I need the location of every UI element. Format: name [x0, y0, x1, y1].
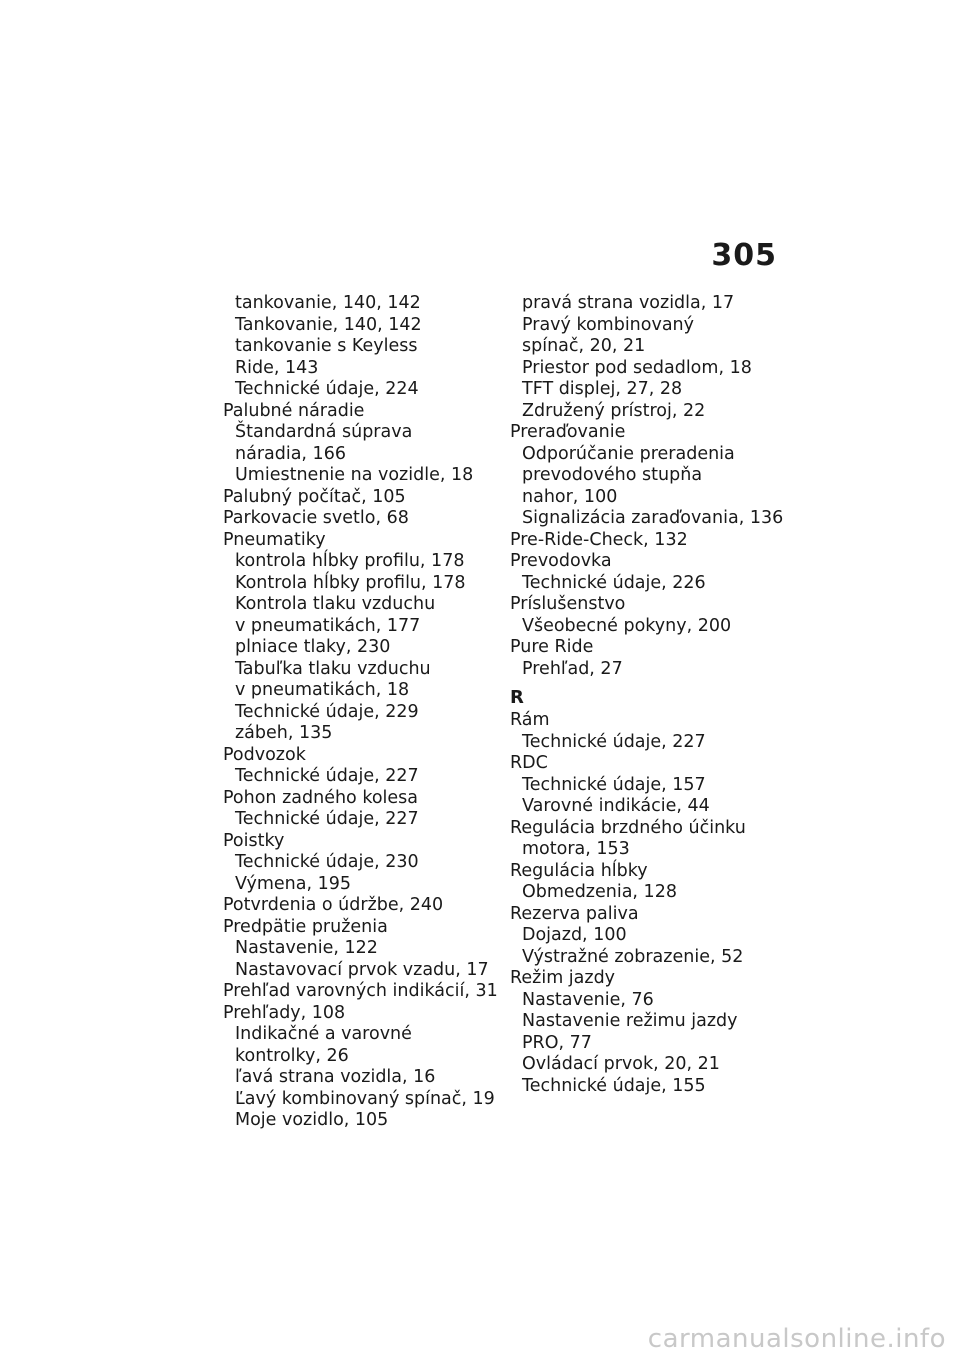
- index-subentry: kontrola hĺbky profilu, 178: [235, 551, 465, 571]
- page-number: 305: [711, 238, 777, 273]
- index-subentry: Prehľad, 27: [522, 658, 623, 679]
- index-section-letter: R: [510, 687, 524, 708]
- index-subentry: Nastavenie, 76: [522, 989, 654, 1010]
- index-subentry: Technické údaje, 226: [522, 572, 706, 593]
- index-entry: Prehľady, 108: [223, 1002, 346, 1023]
- index-subentry: PRO, 77: [522, 1032, 592, 1053]
- index-subentry: spínač, 20, 21: [522, 336, 646, 356]
- index-subentry: Ovládací prvok, 20, 21: [522, 1054, 720, 1074]
- index-subentry: Ride, 143: [235, 357, 319, 378]
- index-subentry: Signalizácia zaraďovania, 136: [522, 508, 784, 528]
- index-entry: Podvozok: [223, 744, 306, 765]
- index-subentry: Moje vozidlo, 105: [235, 1110, 389, 1130]
- index-subentry: Technické údaje, 227: [235, 809, 419, 829]
- index-subentry: Nastavenie, 122: [235, 938, 378, 958]
- index-subentry: Štandardná súprava: [235, 422, 413, 442]
- index-entry: Regulácia hĺbky: [510, 860, 648, 881]
- index-entry: Prevodovka: [510, 551, 612, 571]
- index-entry: Pneumatiky: [223, 529, 326, 550]
- index-entry: Parkovacie svetlo, 68: [223, 508, 409, 528]
- index-subentry: Obmedzenia, 128: [522, 882, 677, 902]
- index-subentry: Ľavý kombinovaný spínač, 19: [235, 1088, 495, 1109]
- index-subentry: náradia, 166: [235, 443, 346, 464]
- index-subentry: Všeobecné pokyny, 200: [522, 615, 732, 636]
- index-subentry: TFT displej, 27, 28: [522, 379, 683, 399]
- index-subentry: motora, 153: [522, 839, 630, 859]
- index-subentry: nahor, 100: [522, 486, 618, 507]
- index-entry: Palubné náradie: [223, 400, 365, 421]
- index-entry: Potvrdenia o údržbe, 240: [223, 895, 444, 915]
- index-subentry: plniace tlaky, 230: [235, 637, 391, 657]
- index-subentry: Technické údaje, 229: [235, 701, 419, 722]
- index-subentry: Technické údaje, 157: [522, 774, 706, 795]
- index-subentry: Technické údaje, 155: [522, 1075, 706, 1096]
- index-subentry: Umiestnenie na vozidle, 18: [235, 465, 474, 485]
- index-subentry: ľavá strana vozidla, 16: [235, 1067, 436, 1087]
- index-subentry: zábeh, 135: [235, 723, 333, 743]
- index-subentry: tankovanie, 140, 142: [235, 293, 421, 313]
- index-subentry: kontrolky, 26: [235, 1045, 349, 1066]
- index-column-right: [510, 293, 800, 1097]
- index-subentry: Výmena, 195: [235, 873, 352, 894]
- index-subentry: Kontrola tlaku vzduchu: [235, 594, 436, 614]
- index-subentry: v pneumatikách, 177: [235, 615, 421, 636]
- index-subentry: Tabuľka tlaku vzduchu: [235, 658, 431, 679]
- index-entry: Príslušenstvo: [510, 594, 626, 614]
- index-entry: Poistky: [223, 830, 285, 851]
- index-subentry: Združený prístroj, 22: [522, 400, 706, 421]
- index-subentry: pravá strana vozidla, 17: [522, 293, 735, 313]
- index-subentry: Technické údaje, 224: [235, 379, 419, 399]
- index-subentry: tankovanie s Keyless: [235, 336, 418, 356]
- index-entry: Palubný počítač, 105: [223, 486, 406, 507]
- index-subentry: Kontrola hĺbky profilu, 178: [235, 572, 466, 593]
- index-subentry: v pneumatikách, 18: [235, 680, 410, 700]
- index-entry: RDC: [510, 753, 548, 773]
- index-subentry: Varovné indikácie, 44: [522, 796, 710, 816]
- index-subentry: Výstražné zobrazenie, 52: [522, 946, 744, 967]
- index-column-left: [223, 293, 498, 1132]
- index-subentry: Priestor pod sedadlom, 18: [522, 357, 752, 378]
- index-subentry: Technické údaje, 227: [235, 766, 419, 786]
- index-entry: Rezerva paliva: [510, 903, 639, 924]
- index-entry: Pre-Ride-Check, 132: [510, 529, 688, 550]
- index-entry: Preraďovanie: [510, 422, 626, 442]
- index-subentry: prevodového stupňa: [522, 465, 703, 485]
- index-entry: Režim jazdy: [510, 968, 616, 988]
- index-subentry: Odporúčanie preradenia: [522, 443, 735, 464]
- watermark: carmanualsonline.info: [647, 1324, 946, 1354]
- index-entry: Pohon zadného kolesa: [223, 787, 419, 808]
- index-subentry: Pravý kombinovaný: [522, 314, 695, 335]
- index-subentry: Tankovanie, 140, 142: [235, 314, 422, 335]
- index-subentry: Technické údaje, 227: [522, 731, 706, 752]
- index-entry: Rám: [510, 710, 550, 730]
- index-entry: Regulácia brzdného účinku: [510, 817, 746, 838]
- index-subentry: Nastavovací prvok vzadu, 17: [235, 959, 489, 980]
- index-entry: Prehľad varovných indikácií, 31: [223, 981, 498, 1001]
- index-entry: Pure Ride: [510, 637, 594, 657]
- index-subentry: Dojazd, 100: [522, 925, 627, 945]
- index-entry: Predpätie pruženia: [223, 916, 388, 937]
- index-subentry: Indikačné a varovné: [235, 1024, 412, 1044]
- index-subentry: Nastavenie režimu jazdy: [522, 1011, 738, 1031]
- index-subentry: Technické údaje, 230: [235, 852, 419, 872]
